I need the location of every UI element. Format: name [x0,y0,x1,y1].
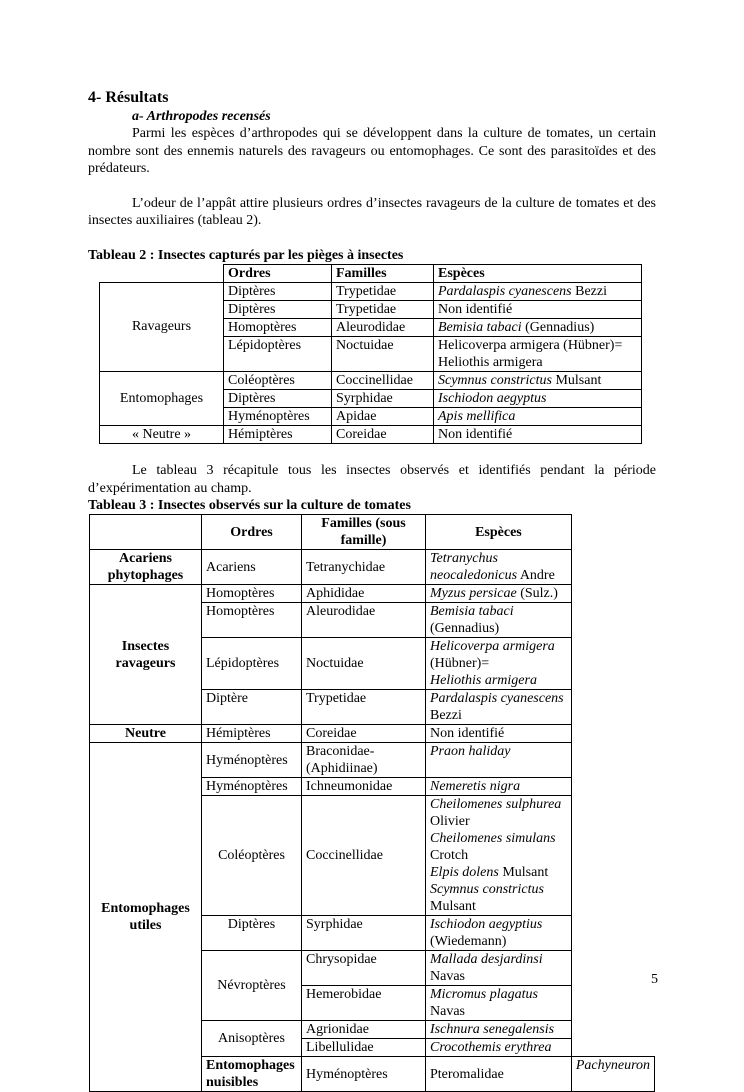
cell-famille: Aleurodidae [332,318,434,336]
cell-espece: Ischnura senegalensis [426,1021,572,1039]
cell-ordre: Acariens [202,550,302,585]
cell-famille: Pteromalidae [426,1057,572,1092]
cell-famille: Coreidae [332,425,434,443]
cell-espece: Non identifié [434,300,642,318]
cell-espece: Praon haliday [426,743,572,778]
cell-espece: Ischiodon aegyptius (Wiedemann) [426,916,572,951]
cell-espece: Crocothemis erythrea [426,1039,572,1057]
cell-famille: Trypetidae [332,282,434,300]
cell-espece: Tetranychus neocaledonicus Andre [426,550,572,585]
cell-ordre: Coléoptères [202,796,302,916]
table3 [89,514,655,1092]
cell-famille: Hemerobidae [302,986,426,1021]
col-header-familles: Familles (sous famille) [302,515,426,550]
paragraph-2: L’odeur de l’appât attire plusieurs ordres d’insectes ravageurs de la culture de tomates et des insectes auxiliaires (tableau 2). [88,195,656,229]
cell-famille: Apidae [332,407,434,425]
cell-espece: Scymnus constrictus Mulsant [434,371,642,389]
col-header-ordres: Ordres [224,264,332,282]
cell-famille: Coccinellidae [302,796,426,916]
cell-ordre: Lépidoptères [224,336,332,371]
cell-ordre: Homoptères [202,585,302,603]
cell-ordre: Diptère [202,690,302,725]
cell-ordre: Hyménoptères [202,743,302,778]
table-row [90,743,655,778]
cell-famille: Ichneumonidae [302,778,426,796]
cell-espece: Non identifié [434,425,642,443]
cell-ordre: Hyménoptères [224,407,332,425]
cell-espece: Pardalaspis cyanescens Bezzi [426,690,572,725]
col-header-especes: Espèces [434,264,642,282]
cell-ordre: Diptères [224,300,332,318]
table3-caption: Tableau 3 : Insectes observés sur la culture de tomates [88,498,411,514]
col-header-especes: Espèces [426,515,572,550]
cell-ordre: Homoptères [224,318,332,336]
group-label-neutre: « Neutre » [100,425,224,443]
group-label-utiles: Entomophages utiles [90,743,202,1092]
cell-famille: Trypetidae [302,690,426,725]
cell-espece: Bemisia tabaci (Gennadius) [434,318,642,336]
cell-ordre: Hémiptères [202,725,302,743]
group-label-ravageurs: Insectes ravageurs [90,585,202,725]
table-header-row [100,264,642,282]
cell-famille: Syrphidae [332,389,434,407]
cell-famille: Tetranychidae [302,550,426,585]
table-header-row [90,515,655,550]
subsection-heading: a- Arthropodes recensés [132,109,271,124]
cell-famille: Braconidae-(Aphidiinae) [302,743,426,778]
table2-caption: Tableau 2 : Insectes capturés par les pièges à insectes [88,247,404,263]
cell-espece: Helicoverpa armigera (Hübner)= Heliothis armigera [434,336,642,371]
cell-espece: Bemisia tabaci (Gennadius) [426,603,572,638]
table-row [100,371,642,389]
cell-ordre: Anisoptères [202,1021,302,1057]
cell-espece: Mallada desjardinsi Navas [426,951,572,986]
cell-espece: Cheilomenes sulphurea Olivier Cheilomenes simulans Crotch Elpis dolens Mulsant Scymnus constrictus Mulsant [426,796,572,916]
cell-famille: Coreidae [302,725,426,743]
paragraph-3: Le tableau 3 récapitule tous les insectes observés et identifiés pendant la période d’expérimentation au champ. [88,462,656,496]
paragraph-1: Parmi les espèces d’arthropodes qui se développent dans la culture de tomates, un certain nombre sont des ennemis naturels des ravageurs ou entomophages. Ce sont des parasitoïdes et des prédateurs. [88,126,656,177]
cell-ordre: Diptères [202,916,302,951]
table-row [90,585,655,603]
col-header-ordres: Ordres [202,515,302,550]
cell-espece: Ischiodon aegyptus [434,389,642,407]
cell-espece: Apis mellifica [434,407,642,425]
cell-famille: Noctuidae [332,336,434,371]
cell-espece: Myzus persicae (Sulz.) [426,585,572,603]
cell-famille: Chrysopidae [302,951,426,986]
cell-ordre: Homoptères [202,603,302,638]
cell-famille: Aphididae [302,585,426,603]
cell-famille: Libellulidae [302,1039,426,1057]
group-label-entomophages: Entomophages [100,371,224,425]
group-label-acariens: Acariens phytophages [90,550,202,585]
cell-ordre: Lépidoptères [202,638,302,690]
table-row [100,282,642,300]
cell-espece: Micromus plagatus Navas [426,986,572,1021]
cell-famille: Noctuidae [302,638,426,690]
cell-ordre: Diptères [224,389,332,407]
cell-espece: Pachyneuron [571,1057,654,1092]
table-row [90,550,655,585]
group-label-nuisibles: Entomophages nuisibles [202,1057,302,1092]
group-label-neutre: Neutre [90,725,202,743]
cell-famille: Coccinellidae [332,371,434,389]
cell-famille: Trypetidae [332,300,434,318]
table-row [90,725,655,743]
col-header-familles: Familles [332,264,434,282]
table2 [99,264,642,444]
table-row [100,425,642,443]
document-page [88,88,656,1092]
cell-famille: Agrionidae [302,1021,426,1039]
cell-espece: Nemeretis nigra [426,778,572,796]
cell-ordre: Névroptères [202,951,302,1021]
page-number: 5 [651,972,658,987]
cell-ordre: Diptères [224,282,332,300]
group-label-ravageurs: Ravageurs [100,282,224,371]
cell-famille: Aleurodidae [302,603,426,638]
cell-ordre: Coléoptères [224,371,332,389]
cell-ordre: Hyménoptères [202,778,302,796]
cell-famille: Syrphidae [302,916,426,951]
cell-espece: Pardalaspis cyanescens Bezzi [434,282,642,300]
cell-ordre: Hyménoptères [302,1057,426,1092]
cell-ordre: Hémiptères [224,425,332,443]
cell-espece: Helicoverpa armigera (Hübner)= Heliothis armigera [426,638,572,690]
cell-espece: Non identifié [426,725,572,743]
section-heading: 4- Résultats [88,89,169,106]
